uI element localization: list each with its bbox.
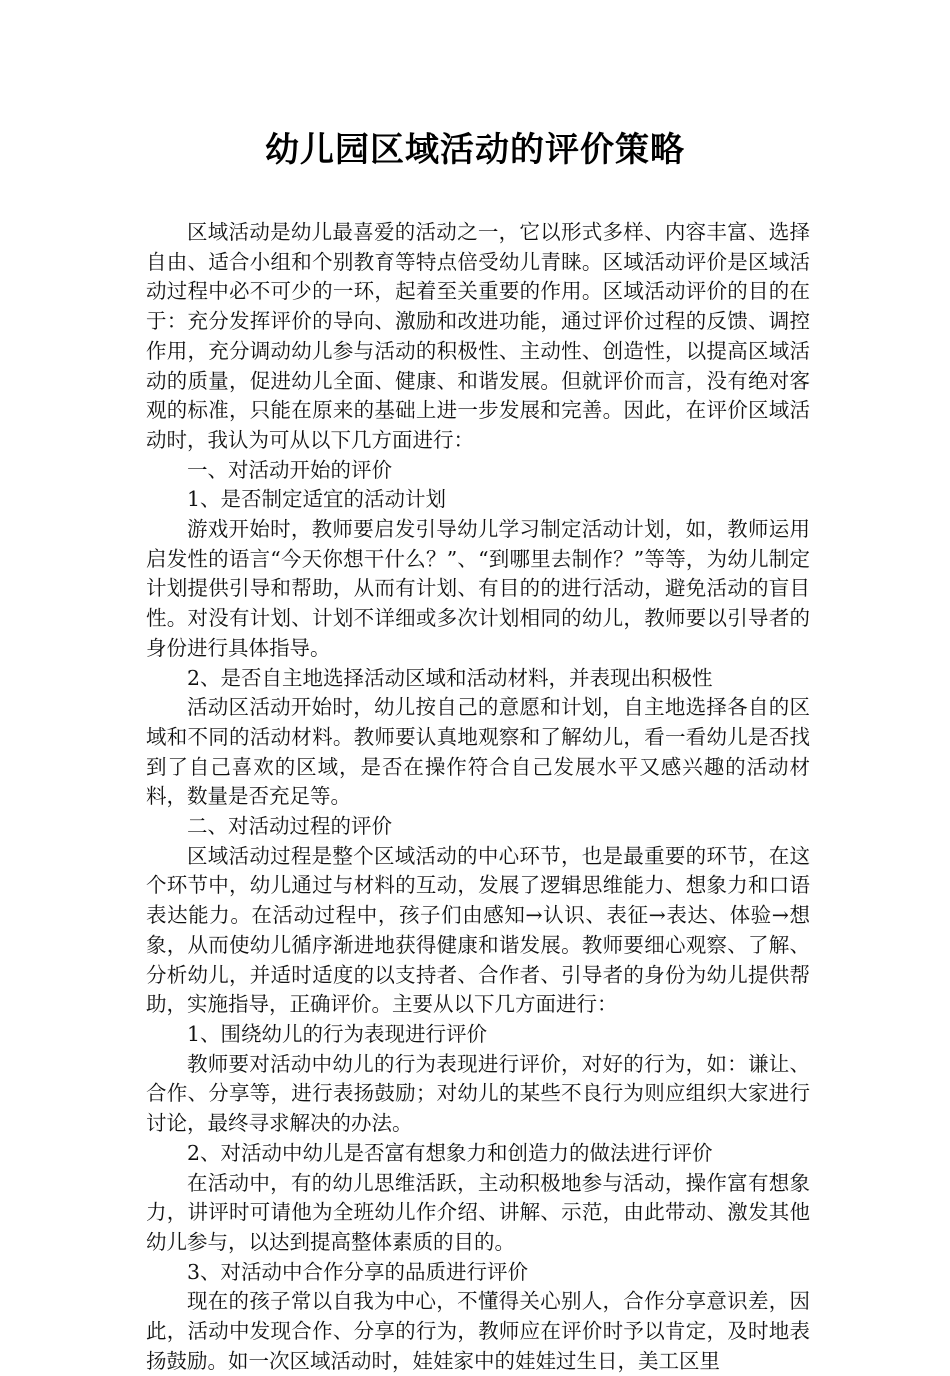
paragraph: 区域活动是幼儿最喜爱的活动之一，它以形式多样、内容丰富、选择自由、适合小组和个别教育等特点倍受幼儿青睐。区域活动评价是区域活动过程中必不可少的一环，起着至关重要的作用。区域活动评价的目的在于：充分发挥评价的导向、激励和改进功能，通过评价过程的反馈、调控作用，充分调动幼儿参与活动的积极性、主动性、创造性，以提高区域活动的质量，促进幼儿全面、健康、和谐发展。但就评价而言，没有绝对客观的标准，只能在原来的基础上进一步发展和完善。因此，在评价区域活动时，我认为可从以下几方面进行： [146, 220, 810, 452]
section-heading: 二、对活动过程的评价 [187, 814, 392, 839]
paragraph: 活动区活动开始时，幼儿按自己的意愿和计划，自主地选择各自的区域和不同的活动材料。教师要认真地观察和了解幼儿，看一看幼儿是否找到了自己喜欢的区域，是否在操作符合自己发展水平又感兴趣的活动材料，数量是否充足等。 [146, 695, 810, 809]
subsection-heading: 1、是否制定适宜的活动计划 [187, 487, 447, 512]
document-title: 幼儿园区域活动的评价策略 [265, 130, 685, 170]
paragraph: 现在的孩子常以自我为中心，不懂得关心别人，合作分享意识差，因此，活动中发现合作、分享的行为，教师应在评价时予以肯定，及时地表扬鼓励。如一次区域活动时，娃娃家中的娃娃过生日，美工区里 [146, 1289, 810, 1373]
paragraph: 教师要对活动中幼儿的行为表现进行评价，对好的行为，如：谦让、合作、分享等，进行表扬鼓励；对幼儿的某些不良行为则应组织大家进行讨论，最终寻求解决的办法。 [146, 1051, 810, 1136]
subsection-heading: 2、对活动中幼儿是否富有想象力和创造力的做法进行评价 [187, 1140, 713, 1165]
paragraph: 在活动中，有的幼儿思维活跃，主动积极地参与活动，操作富有想象力，讲评时可请他为全班幼儿作介绍、讲解、示范，由此带动、激发其他幼儿参与，以达到提高整体素质的目的。 [146, 1170, 810, 1254]
subsection-heading: 3、对活动中合作分享的品质进行评价 [187, 1259, 529, 1284]
section-heading: 一、对活动开始的评价 [187, 457, 392, 482]
paragraph: 游戏开始时，教师要启发引导幼儿学习制定活动计划，如，教师运用启发性的语言“今天你想干什么？”、“到哪里去制作？”等等，为幼儿制定计划提供引导和帮助，从而有计划、有目的的进行活动，避免活动的盲目性。对没有计划、计划不详细或多次计划相同的幼儿，教师要以引导者的身份进行具体指导。 [146, 517, 810, 660]
subsection-heading: 2、是否自主地选择活动区域和活动材料，并表现出积极性 [187, 665, 713, 690]
document-body [146, 218, 810, 1376]
subsection-heading: 1、围绕幼儿的行为表现进行评价 [187, 1021, 488, 1046]
paragraph: 区域活动过程是整个区域活动的中心环节，也是最重要的环节，在这个环节中，幼儿通过与材料的互动，发展了逻辑思维能力、想象力和口语表达能力。在活动过程中，孩子们由感知→认识、表征→表达、体验→想象，从而使幼儿循序渐进地获得健康和谐发展。教师要细心观察、了解、分析幼儿，并适时适度的以支持者、合作者、引导者的身份为幼儿提供帮助，实施指导，正确评价。主要从以下几方面进行： [146, 843, 810, 1017]
